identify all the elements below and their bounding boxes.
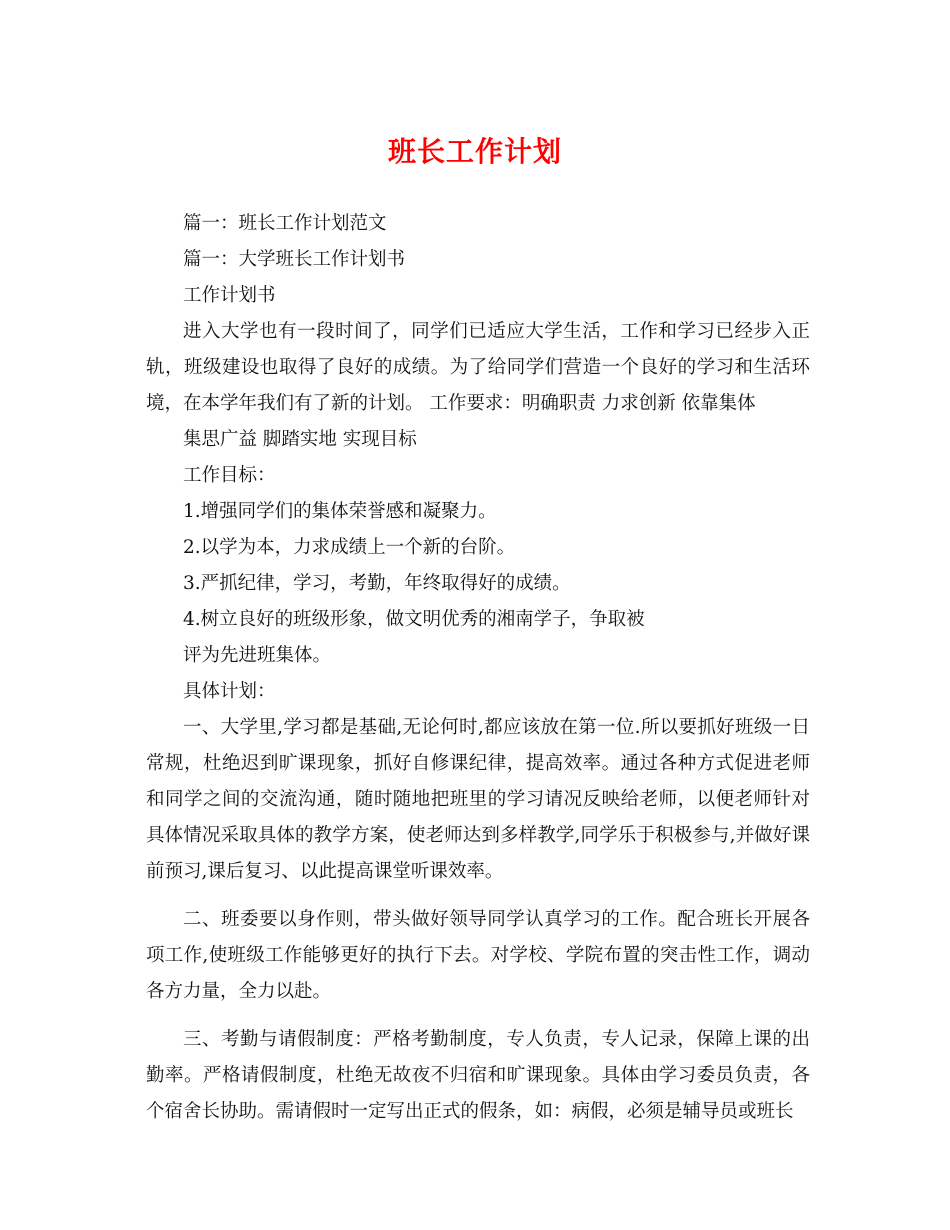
goal-item: 4.树立良好的班级形象，做文明优秀的湘南学子，争取被	[183, 609, 645, 630]
intro-paragraph: 进入大学也有一段时间了，同学们已适应大学生活，工作和学习已经步入正轨，班级建设也取得了良好的成绩。为了给同学们营造一个良好的学习和生活环境，在本学年我们有了新的计划。 工作要求：明确职责 力求创新 依靠集体	[146, 321, 810, 414]
goal-item: 1.增强同学们的集体荣誉感和凝聚力。	[183, 501, 497, 522]
goal-item: 3.严抓纪律，学习，考勤，年终取得好的成绩。	[183, 573, 571, 594]
section-line: 篇一：大学班长工作计划书	[183, 249, 406, 270]
plan-heading: 具体计划：	[183, 681, 276, 702]
document-body	[146, 206, 810, 1130]
plan-paragraph: 三、考勤与请假制度：严格考勤制度，专人负责，专人记录，保障上课的出勤率。严格请假制度，杜绝无故夜不归宿和旷课现象。具体由学习委员负责，各个宿舍长协助。需请假时一定写出正式的假条，如：病假，必须是辅导员或班长	[146, 1029, 810, 1122]
goals-heading: 工作目标：	[183, 465, 276, 486]
document-title: 班长工作计划	[387, 135, 562, 168]
goal-continuation: 评为先进班集体。	[183, 645, 332, 666]
section-line: 工作计划书	[183, 285, 276, 306]
plan-paragraph: 一、大学里,学习都是基础,无论何时,都应该放在第一位.所以要抓好班级一日常规，杜绝迟到旷课现象，抓好自修课纪律，提高效率。通过各种方式促进老师和同学之间的交流沟通，随时随地把班里的学习请况反映给老师，以便老师针对具体情况采取具体的教学方案，使老师达到多样教学,同学乐于积极参与,并做好课前预习,课后复习、以此提高课堂听课效率。	[146, 717, 810, 882]
requirements-line: 集思广益 脚踏实地 实现目标	[183, 429, 417, 450]
plan-paragraph: 二、班委要以身作则，带头做好领导同学认真学习的工作。配合班长开展各项工作,使班级工作能够更好的执行下去。对学校、学院布置的突击性工作，调动各方力量，全力以赴。	[146, 909, 810, 1002]
section-line: 篇一：班长工作计划范文	[183, 213, 387, 234]
goal-item: 2.以学为本，力求成绩上一个新的台阶。	[183, 537, 516, 558]
